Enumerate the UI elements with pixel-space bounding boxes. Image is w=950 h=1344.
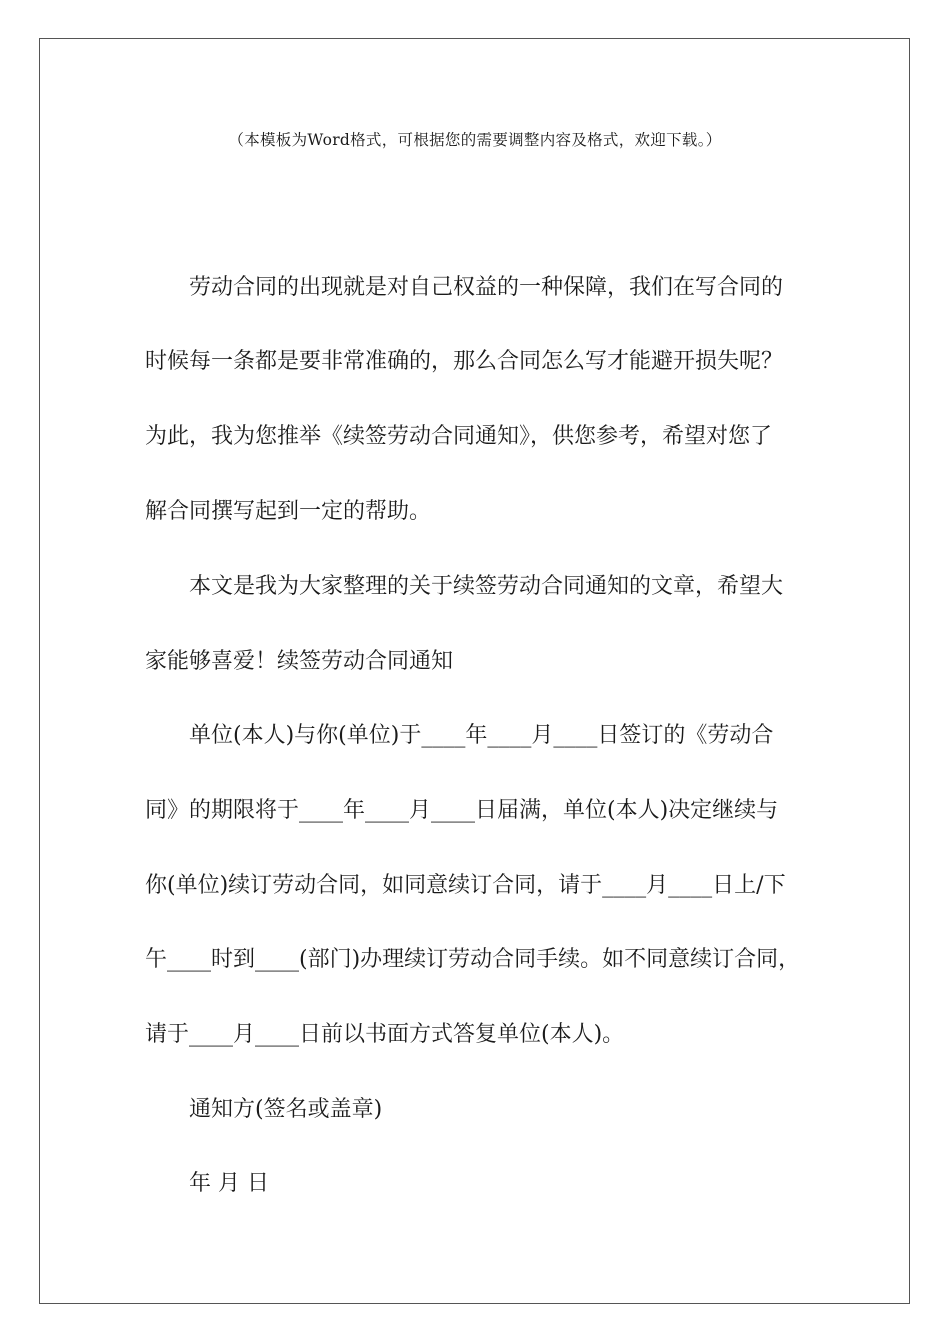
notice-line-3: 你(单位)续订劳动合同，如同意续订合同，请于____月____日上/下 (145, 873, 786, 898)
template-note: （本模板为Word格式，可根据您的需要调整内容及格式，欢迎下载。） (228, 131, 722, 149)
notice-line-1: 单位(本人)与你(单位)于____年____月____日签订的《劳动合 (189, 723, 774, 748)
signature-line: 通知方(签名或盖章) (189, 1097, 383, 1122)
date-line: 年 月 日 (189, 1171, 269, 1196)
preface-line-1: 本文是我为大家整理的关于续签劳动合同通知的文章，希望大 (189, 574, 784, 599)
notice-line-4: 午____时到____(部门)办理续订劳动合同手续。如不同意续订合同， (145, 947, 801, 972)
notice-line-5: 请于____月____日前以书面方式答复单位(本人)。 (145, 1022, 625, 1047)
notice-line-2: 同》的期限将于____年____月____日届满，单位(本人)决定继续与 (145, 798, 779, 823)
intro-line-4: 解合同撰写起到一定的帮助。 (145, 499, 432, 524)
preface-line-2: 家能够喜爱！续签劳动合同通知 (145, 649, 454, 674)
intro-line-2: 时候每一条都是要非常准确的，那么合同怎么写才能避开损失呢？ (145, 349, 784, 374)
intro-line-1: 劳动合同的出现就是对自己权益的一种保障，我们在写合同的 (189, 275, 784, 300)
intro-line-3: 为此，我为您推举《续签劳动合同通知》，供您参考，希望对您了 (145, 424, 773, 449)
